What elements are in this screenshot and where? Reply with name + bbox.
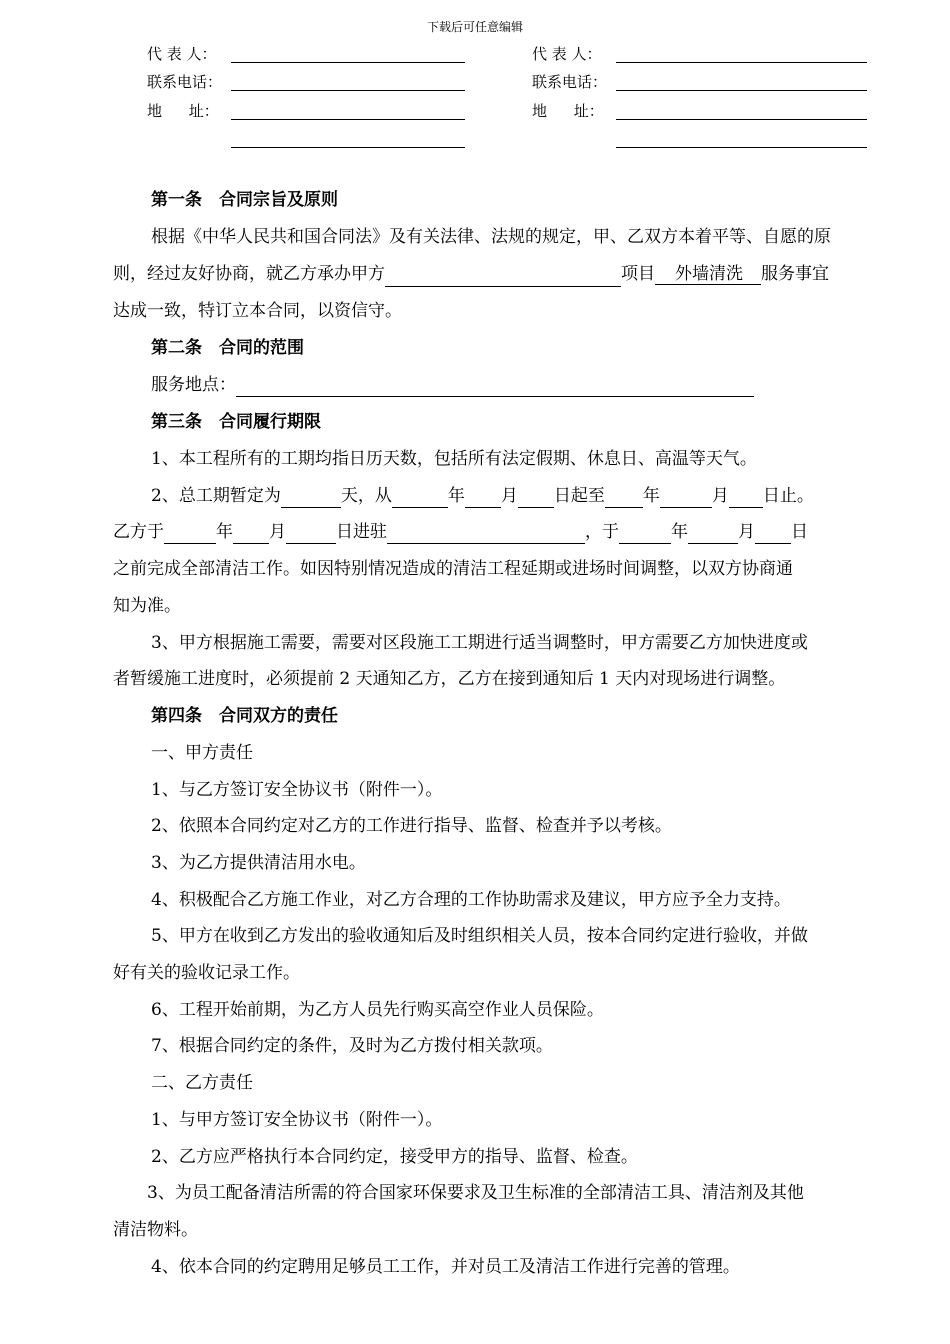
item-2-text-e: 乙方于 [113,522,164,542]
party-a-rep-label: 代 表 人： [147,45,217,63]
finish-month-blank[interactable] [688,523,738,544]
entry-day-blank[interactable] [286,523,336,544]
service-type-value: 外墙清洗 [655,264,761,285]
article-3-item-2-line-3: 之前完成全部清洁工作。如因特别情况造成的清洁工程延期或进场时间调整，以双方协商通 [113,559,793,579]
entry-site-blank[interactable] [387,523,585,544]
article-1-line-2-a: 则，经过友好协商，就乙方承办甲方 [113,264,385,284]
article-1-line-2-b: 项目 [621,264,655,284]
article-1-line-2 [113,262,883,287]
party-b-rep-field[interactable] [616,62,867,63]
article-1-line-2-d: 服务事宜 [761,264,829,284]
article-3-item-2-line-4: 知为准。 [113,596,181,616]
service-location-row [151,373,921,397]
item-2-text-a: 2、总工期暂定为 [151,486,281,506]
project-name-blank[interactable] [385,266,621,287]
month-label: 月 [500,486,518,506]
article-4-title: 第四条 合同双方的责任 [151,706,338,726]
service-location-blank[interactable] [236,376,754,397]
year-label: 年 [216,522,233,542]
year-label: 年 [642,486,660,506]
item-2-text-g: ，于 [585,522,619,542]
month-label: 月 [269,522,286,542]
year-label: 年 [671,522,688,542]
start-day-blank[interactable] [518,487,554,508]
party-b-item-1: 1、与甲方签订安全协议书（附件一）。 [151,1110,443,1130]
article-2-title: 第二条 合同的范围 [151,338,304,358]
end-year-blank[interactable] [605,487,643,508]
party-a-item-3: 3、为乙方提供清洁用水电。 [151,853,366,873]
entry-year-blank[interactable] [164,523,216,544]
party-a-addr-label: 地 址： [147,102,219,120]
month-label: 月 [738,522,755,542]
party-a-rep-field[interactable] [231,62,465,63]
party-b-rep-label: 代 表 人： [532,45,602,63]
finish-day-blank[interactable] [755,523,791,544]
party-a-item-6: 6、工程开始前期，为乙方人员先行购买高空作业人员保险。 [151,1000,604,1020]
duration-days-blank[interactable] [281,487,341,508]
party-a-addr-field-2[interactable] [231,147,465,148]
party-a-item-1: 1、与乙方签订安全协议书（附件一）。 [151,780,443,800]
entry-month-blank[interactable] [233,523,269,544]
end-day-blank[interactable] [729,487,763,508]
article-3-item-1: 1、本工程所有的工期均指日历天数，包括所有法定假期、休息日、高温等天气。 [151,449,757,469]
party-b-addr-field[interactable] [616,119,867,120]
article-1-title: 第一条 合同宗旨及原则 [151,190,338,210]
party-b-addr-field-2[interactable] [616,147,867,148]
item-2-text-d: 日止。 [762,486,814,506]
party-a-item-2: 2、依照本合同约定对乙方的工作进行指导、监督、检查并予以考核。 [151,816,672,836]
end-month-blank[interactable] [660,487,712,508]
month-label: 月 [711,486,729,506]
article-3-title: 第三条 合同履行期限 [151,412,321,432]
party-a-item-4: 4、积极配合乙方施工作业，对乙方合理的工作协助需求及建议，甲方应予全力支持。 [151,890,791,910]
article-1-line-1: 根据《中华人民共和国合同法》及有关法律、法规的规定，甲、乙双方本着平等、自愿的原 [151,227,831,247]
start-year-blank[interactable] [392,487,448,508]
article-3-item-2-line-2 [113,520,883,544]
item-2-text-c: 日起至 [553,486,605,506]
finish-year-blank[interactable] [619,523,671,544]
party-a-addr-field[interactable] [231,119,465,120]
party-b-heading: 二、乙方责任 [151,1073,253,1093]
party-b-item-3-line-2: 清洁物料。 [113,1220,198,1240]
article-3-item-2-line-1 [151,484,921,508]
item-2-text-f: 日进驻 [336,522,387,542]
start-month-blank[interactable] [465,487,501,508]
service-location-label: 服务地点： [151,375,236,395]
article-3-item-3-line-1: 3、甲方根据施工需要，需要对区段施工工期进行适当调整时，甲方需要乙方加快进度或 [151,633,808,653]
party-b-addr-label: 地 址： [532,102,604,120]
article-1-line-3: 达成一致，特订立本合同，以资信守。 [113,301,402,321]
party-b-item-4: 4、依本合同的约定聘用足够员工工作，并对员工及清洁工作进行完善的管理。 [151,1257,740,1277]
party-a-item-5-line-1: 5、甲方在收到乙方发出的验收通知后及时组织相关人员，按本合同约定进行验收，并做 [151,926,808,946]
item-2-text-b: 天，从 [340,486,392,506]
party-a-phone-label: 联系电话： [147,73,223,91]
party-a-item-5-line-2: 好有关的验收记录工作。 [113,963,300,983]
party-a-heading: 一、甲方责任 [151,743,253,763]
year-label: 年 [447,486,465,506]
party-b-item-3-line-1: 3、为员工配备清洁所需的符合国家环保要求及卫生标准的全部清洁工具、清洁剂及其他 [147,1183,804,1203]
party-a-phone-field[interactable] [231,90,465,91]
party-a-item-7: 7、根据合同约定的条件，及时为乙方拨付相关款项。 [151,1036,553,1056]
party-b-item-2: 2、乙方应严格执行本合同约定，接受甲方的指导、监督、检查。 [151,1147,638,1167]
header-note: 下载后可任意编辑 [426,20,523,34]
day-label: 日 [791,522,808,542]
party-b-phone-field[interactable] [616,90,867,91]
article-3-item-3-line-2: 者暂缓施工进度时，必须提前 2 天通知乙方，乙方在接到通知后 1 天内对现场进行调整。 [113,669,786,689]
party-b-phone-label: 联系电话： [532,73,608,91]
